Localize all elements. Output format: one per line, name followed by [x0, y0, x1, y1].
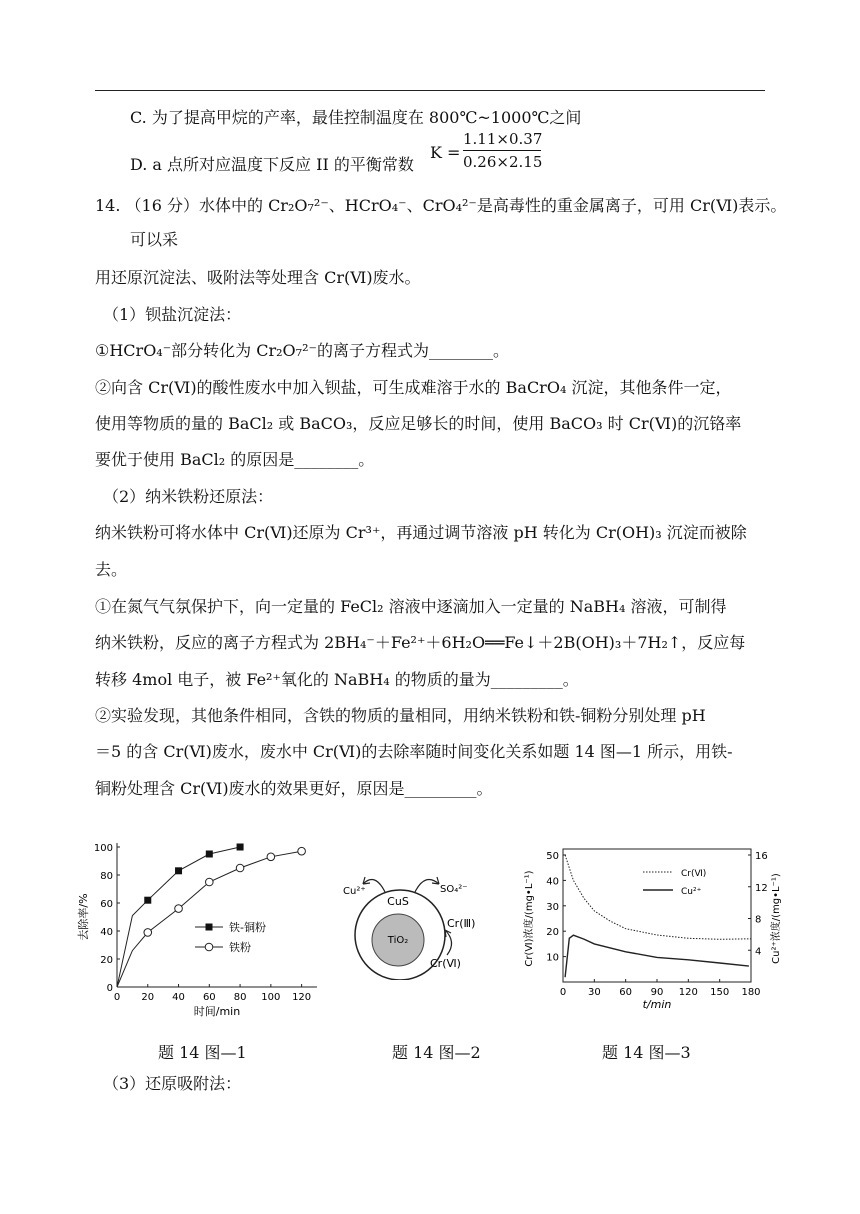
cr3-label: Cr(Ⅲ) [447, 917, 476, 930]
x-tick-label: 120 [292, 992, 312, 1003]
part2-intro-line2: 去。 [95, 560, 128, 579]
option-c: C. 为了提高甲烷的产率，最佳控制温度在 800℃~1000℃之间 [130, 108, 582, 127]
x-tick-label: 90 [650, 987, 664, 998]
x-tick-label: 180 [741, 987, 761, 998]
y-tick-label: 80 [100, 871, 113, 882]
data-point-square [175, 867, 182, 874]
y-tick-label: 50 [546, 851, 559, 862]
y-axis-label: 去除率/% [77, 893, 90, 941]
data-point-square [237, 844, 244, 851]
figure-2-caption: 题 14 图—2 [392, 1043, 481, 1062]
k-fraction [463, 130, 541, 171]
part2-q1-line1: ①在氮气气氛保护下，向一定量的 FeCl₂ 溶液中逐滴加入一定量的 NaBH₄ 溶液，可制得 [95, 597, 727, 616]
data-point-circle [206, 878, 214, 886]
figure-1-caption: 题 14 图—1 [158, 1043, 247, 1062]
x-tick-label: 0 [559, 987, 567, 998]
fraction-bar [463, 150, 541, 151]
y2-tick-label: 12 [755, 882, 768, 894]
data-point-circle [175, 905, 183, 913]
y-tick-label: 100 [93, 843, 113, 854]
k-numerator: 1.11×0.37 [463, 130, 543, 148]
header-rule [95, 90, 765, 91]
x-axis-label: 时间/min [193, 1005, 241, 1018]
figure-2-adsorbent-diagram [335, 850, 505, 980]
x-tick-label: 40 [172, 992, 185, 1003]
x-tick-label: 30 [587, 987, 601, 998]
y-tick-label: 20 [546, 927, 559, 939]
y-tick-label: 20 [100, 955, 113, 966]
x-tick-label: 60 [619, 987, 633, 998]
legend-label: Cr(Ⅵ) [681, 869, 707, 879]
cus-label: CuS [387, 895, 409, 908]
x-tick-label: 20 [141, 992, 155, 1003]
y-tick-label: 40 [546, 876, 559, 888]
plot-frame [563, 849, 751, 982]
data-point-square [206, 851, 213, 858]
part2-intro-line1: 纳米铁粉可将水体中 Cr(Ⅵ)还原为 Cr³⁺，再通过调节溶液 pH 转化为 Cr(OH)₃ 沉淀而被除 [95, 523, 747, 542]
series-line-1 [565, 935, 749, 977]
cr6-label: Cr(Ⅵ) [430, 957, 461, 970]
figure-3-caption: 题 14 图—3 [602, 1043, 691, 1062]
legend-label: Cu²⁺ [681, 887, 702, 897]
cu2-release-arrow [363, 880, 385, 893]
x-tick-label: 60 [202, 992, 216, 1003]
legend-marker-square [206, 924, 213, 931]
series-line-1 [117, 851, 302, 987]
q14-stem-line1: 14. （16 分）水体中的 Cr₂O₇²⁻、HCrO₄⁻、CrO₄²⁻是高毒性的重金属离子，可用 Cr(Ⅵ)表示。 [95, 196, 787, 215]
part2-q2-line2: ＝5 的含 Cr(Ⅵ)废水，废水中 Cr(Ⅵ)的去除率随时间变化关系如题 14 图—1 所示，用铁- [95, 742, 733, 761]
legend-marker-circle [205, 943, 213, 951]
y-tick-label: 30 [546, 901, 559, 913]
figure-1-removal-rate-chart [70, 835, 330, 1025]
option-d-text: D. a 点所对应温度下反应 II 的平衡常数 [130, 155, 414, 174]
y2-tick-label: 16 [755, 851, 768, 862]
part1-q2-line1: ②向含 Cr(Ⅵ)的酸性废水中加入钡盐，可生成难溶于水的 BaCrO₄ 沉淀，其他条件一定， [95, 378, 732, 397]
y2-tick-label: 4 [755, 946, 762, 958]
y2-axis-label: Cu²⁺浓度/(mg•L⁻¹) [771, 873, 782, 964]
x-tick-label: 120 [678, 987, 698, 998]
legend-label: 铁-铜粉 [229, 921, 266, 934]
cu2-label: Cu²⁺ [343, 886, 366, 897]
data-point-square [144, 897, 151, 904]
part2-q2-line1: ②实验发现，其他条件相同，含铁的物质的量相同，用纳米铁粉和铁-铜粉分别处理 pH [95, 706, 706, 725]
y-tick-label: 60 [100, 899, 113, 910]
data-point-circle [144, 929, 152, 937]
y2-tick-label: 8 [755, 914, 762, 926]
option-d [130, 155, 414, 175]
data-point-circle [267, 853, 275, 861]
part1-q2-line3: 要优于使用 BaCl₂ 的原因是________。 [95, 450, 375, 469]
tio2-label: TiO₂ [387, 935, 409, 946]
x-tick-label: 150 [710, 987, 730, 998]
figure-3-concentration-chart [515, 840, 790, 1030]
y-tick-label: 10 [546, 952, 559, 964]
equilibrium-k: K = [430, 143, 461, 162]
so4-label: SO₄²⁻ [440, 884, 468, 895]
y-axis-label: Cr(Ⅵ)浓度/(mg•L⁻¹) [524, 870, 535, 967]
x-tick-label: 80 [233, 992, 247, 1003]
y-tick-label: 0 [106, 983, 113, 994]
series-line-0 [565, 855, 751, 939]
part1-q2-line2: 使用等物质的量的 BaCl₂ 或 BaCO₃，反应足够长的时间，使用 BaCO₃ 时 Cr(Ⅵ)的沉铬率 [95, 414, 742, 433]
part2-title: （2）纳米铁粉还原法： [103, 487, 274, 506]
legend-label: 铁粉 [229, 941, 251, 954]
x-tick-label: 100 [261, 992, 281, 1003]
data-point-circle [298, 847, 306, 855]
data-point-circle [236, 864, 244, 872]
part1-q1: ①HCrO₄⁻部分转化为 Cr₂O₇²⁻的离子方程式为________。 [95, 341, 509, 360]
part2-q1-line2: 纳米铁粉，反应的离子方程式为 2BH₄⁻＋Fe²⁺＋6H₂O══Fe↓＋2B(OH)₃＋7H₂↑，反应每 [95, 633, 746, 652]
y-tick-label: 40 [100, 927, 113, 938]
k-denominator: 0.26×2.15 [463, 153, 543, 171]
so4-release-arrow [415, 880, 439, 893]
q14-stem-line2: 可以采 [130, 230, 179, 249]
q14-stem-line3: 用还原沉淀法、吸附法等处理含 Cr(Ⅵ)废水。 [95, 268, 421, 287]
part2-q2-line3: 铜粉处理含 Cr(Ⅵ)废水的效果更好，原因是_________。 [95, 779, 493, 798]
x-axis-label: t/min [642, 998, 672, 1011]
part3-title: （3）还原吸附法： [103, 1074, 242, 1093]
part2-q1-line3: 转移 4mol 电子，被 Fe²⁺氧化的 NaBH₄ 的物质的量为_________。 [95, 670, 579, 689]
x-tick-label: 0 [113, 992, 121, 1003]
part1-title: （1）钡盐沉淀法： [103, 305, 242, 324]
